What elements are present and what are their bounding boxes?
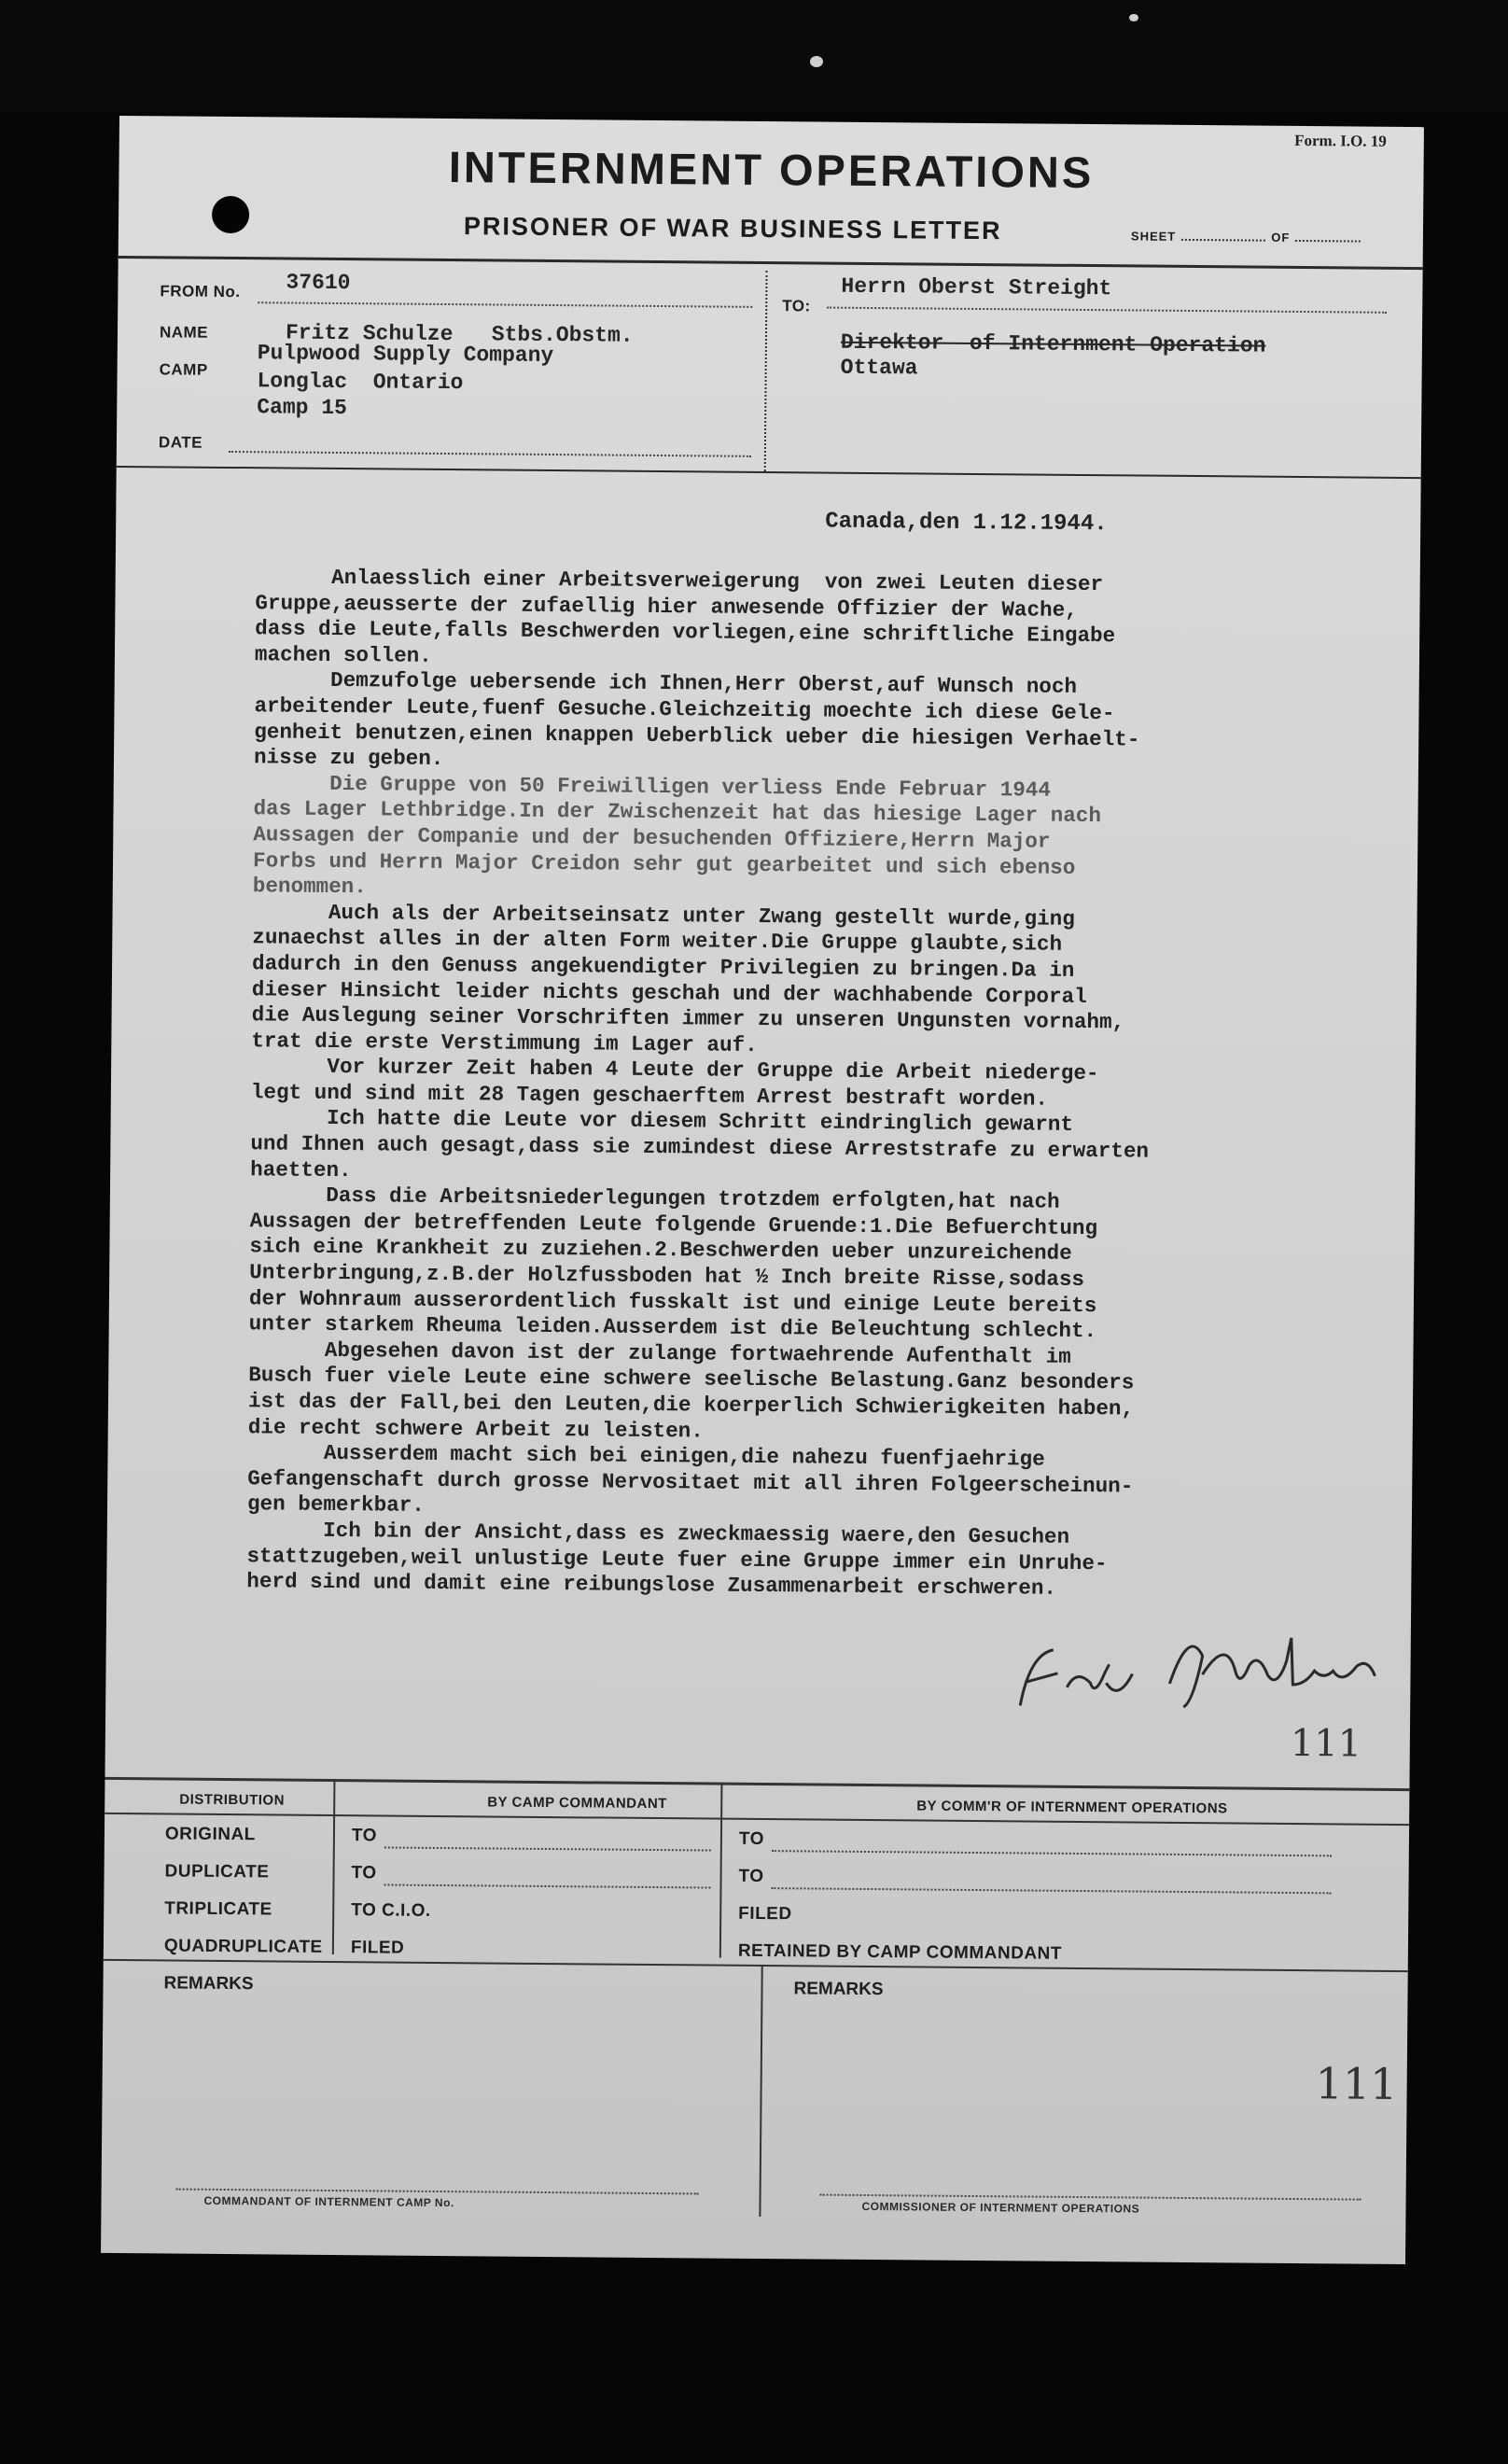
sheet-label: SHEET [1130,229,1177,244]
letter-line: dieser Hinsicht leider nichts geschah und der wachhabende Corporal [251,976,1087,1009]
row-original-camp-line [384,1846,711,1851]
letter-line: die recht schwere Arbeit zu leisten. [247,1414,704,1444]
distribution-divider-1 [332,1779,336,1954]
row-original-comm: TO [738,1828,765,1850]
sheet-field [1131,229,1367,245]
from-label: FROM No. [160,282,241,301]
to-line-2: Direktor of Internment Operation [840,329,1266,358]
letter-line: stattzugeben,weil unlustige Leute fuer eine Gruppe immer ein Unruhe- [246,1543,1108,1575]
camp-label: CAMP [159,360,208,379]
letter-line: das Lager Lethbridge.In der Zwischenzeit hat das hiesige Lager nach [253,796,1102,829]
row-quadruplicate: QUADRUPLICATE [163,1936,323,1957]
margin-mark: 111 [1290,1721,1362,1766]
row-original-comm-line [772,1850,1332,1856]
row-triplicate-camp: TO C.I.O. [351,1900,431,1921]
letter-line: Gruppe,aeusserte der zufaellig hier anwesende Offizier der Wache, [255,590,1078,623]
letter-line: machen sollen. [254,642,432,668]
letter-sheet [101,116,1424,2264]
letter-date: Canada,den 1.12.1944. [825,509,1108,538]
distribution-top-rule [105,1777,1409,1791]
distribution-column-head: DISTRIBUTION [179,1791,286,1809]
commissioner-column-head: BY COMM'R OF INTERNMENT OPERATIONS [916,1798,1228,1817]
bottom-mark: 111 [1315,2058,1398,2109]
row-triplicate-comm: FILED [738,1903,792,1925]
form-subtitle: PRISONER OF WAR BUSINESS LETTER [463,212,1002,245]
letter-line: arbeitender Leute,fuenf Gesuche.Gleichzeitig moechte ich diese Gele- [254,693,1115,726]
letter-line: Vor kurzer Zeit haben 4 Leute der Gruppe die Arbeit niederge- [251,1054,1099,1086]
date-label: DATE [158,433,203,452]
remarks-right-label: REMARKS [793,1979,884,2000]
letter-line: Dass die Arbeitsniederlegungen trotzdem erfolgten,hat nach [249,1183,1060,1215]
remarks-left-label: REMARKS [163,1973,254,1995]
letter-line: Gefangenschaft durch grosse Nervositaet mit all ihren Folgeerscheinun- [247,1465,1134,1499]
distribution-divider-2 [719,1783,723,1958]
camp-line-2: Longlac Ontario [257,369,464,396]
letter-line: der Wohnraum ausserordentlich fusskalt ist und einige Leute bereits [248,1285,1097,1318]
letter-line: Aussagen der betreffenden Leute folgende Gruende:1.Die Befuerchtung [249,1209,1098,1240]
to-label: TO: [782,297,811,315]
letter-line: nisse zu geben. [253,745,444,772]
form-title: INTERNMENT OPERATIONS [448,142,1095,198]
signature [1001,1617,1394,1732]
letter-line: Die Gruppe von 50 Freiwilligen verliess Ende Februar 1944 [253,770,1052,803]
letter-line: benommen. [252,874,367,900]
footer-right-label: COMMISSIONER OF INTERNMENT OPERATIONS [861,2199,1140,2216]
letter-line: genheit benutzen,einen knappen Ueberblick ueber die hiesigen Verhaelt- [254,719,1140,752]
letter-line: Unterbringung,z.B.der Holzfussboden hat ½ Inch breite Risse,sodass [249,1260,1085,1293]
letter-line: gen bemerkbar. [246,1491,425,1519]
name-label: NAME [159,323,209,342]
letter-line: Aussagen der Companie und der besuchenden Offiziere,Herrn Major [253,822,1051,854]
letter-line: Forbs und Herrn Major Creidon sehr gut gearbeitet und sich ebenso [252,847,1076,880]
form-number: Form. I.O. 19 [1294,131,1387,150]
letter-line: haetten. [250,1156,352,1183]
letter-line: herd sind und damit eine reibungslose Zusammenarbeit erschweren. [246,1569,1057,1601]
letter-line: ist das der Fall,bei den Leuten,die koerperlich Schwierigkeiten haben, [247,1389,1135,1421]
row-original-camp: TO [351,1826,378,1846]
row-duplicate-camp-line [384,1883,710,1888]
letter-line: Busch fuer viele Leute eine schwere seelische Belastung.Ganz besonders [248,1363,1135,1395]
row-duplicate-comm-line [771,1887,1331,1894]
header-bottom-rule [117,466,1421,479]
letter-line: sich eine Krankheit zu zuziehen.2.Beschwerden ueber unzureichende [249,1234,1072,1267]
letter-line: und Ihnen auch gesagt,dass sie zumindest diese Arreststrafe zu erwarten [250,1131,1150,1164]
row-quadruplicate-camp: FILED [350,1938,405,1958]
letter-line: Ich bin der Ansicht,dass es zweckmaessig waere,den Gesuchen [246,1518,1070,1549]
from-number-line [258,301,752,308]
of-label: OF [1271,230,1291,245]
camp-commandant-column-head: BY CAMP COMMANDANT [487,1794,667,1813]
row-duplicate-comm: TO [738,1866,764,1887]
header-top-rule [119,256,1423,270]
letter-line: legt und sind mit 28 Tagen geschaerftem Arrest bestraft worden. [250,1080,1049,1112]
footer-left-label: COMMANDANT OF INTERNMENT CAMP No. [203,2193,454,2210]
letter-line: trat die erste Verstimmung im Lager auf. [251,1028,758,1057]
letter-line: Demzufolge uebersende ich Ihnen,Herr Oberst,auf Wunsch noch [254,667,1078,700]
to-line-3: Ottawa [840,355,918,381]
punch-hole [212,196,249,233]
to-line-1: Herrn Oberst Streight [841,273,1112,301]
row-duplicate-camp: TO [351,1863,377,1883]
letter-line: zunaechst alles in der alten Form weiter.Die Gruppe glaubte,sich [252,925,1063,958]
date-line [229,451,751,457]
row-quadruplicate-comm: RETAINED BY CAMP COMMANDANT [737,1940,1063,1964]
name-value: Fritz Schulze Stbs.Obstm. [285,320,634,348]
letter-line: Auch als der Arbeitseinsatz unter Zwang gestellt wurde,ging [252,899,1075,931]
letter-body [246,565,1357,1604]
letter-line: dass die Leute,falls Beschwerden vorliegen,eine schriftliche Eingabe [255,616,1116,649]
dust-speck [1129,14,1138,21]
to-line-rule [827,307,1387,314]
header-divider [764,271,768,471]
letter-line: dadurch in den Genuss angekuendigter Privilegien zu bringen.Da in [251,951,1075,983]
letter-line: Abgesehen davon ist der zulange fortwaehrende Aufenthalt im [248,1337,1071,1369]
row-duplicate: DUPLICATE [164,1861,270,1883]
row-original: ORIGINAL [164,1824,256,1845]
from-number: 37610 [286,270,351,296]
letter-line: unter starkem Rheuma leiden.Ausserdem ist die Beleuchtung schlecht. [248,1311,1097,1344]
row-triplicate: TRIPLICATE [164,1898,272,1920]
remarks-divider [759,1965,762,2217]
letter-line: Anlaesslich einer Arbeitsverweigerung von zwei Leuten dieser [255,565,1104,597]
letter-line: Ausserdem macht sich bei einigen,die nahezu fuenfjaehrige [247,1440,1045,1472]
letter-line: Ich hatte die Leute vor diesem Schritt eindringlich gewarnt [250,1105,1074,1138]
scan-background-top [0,0,1508,112]
dust-speck [810,56,823,67]
letter-line: die Auslegung seiner Vorschriften immer zu unseren Ungunsten vornahm, [251,1002,1125,1035]
camp-line-1: Pulpwood Supply Company [257,341,554,369]
camp-line-3: Camp 15 [257,395,348,421]
